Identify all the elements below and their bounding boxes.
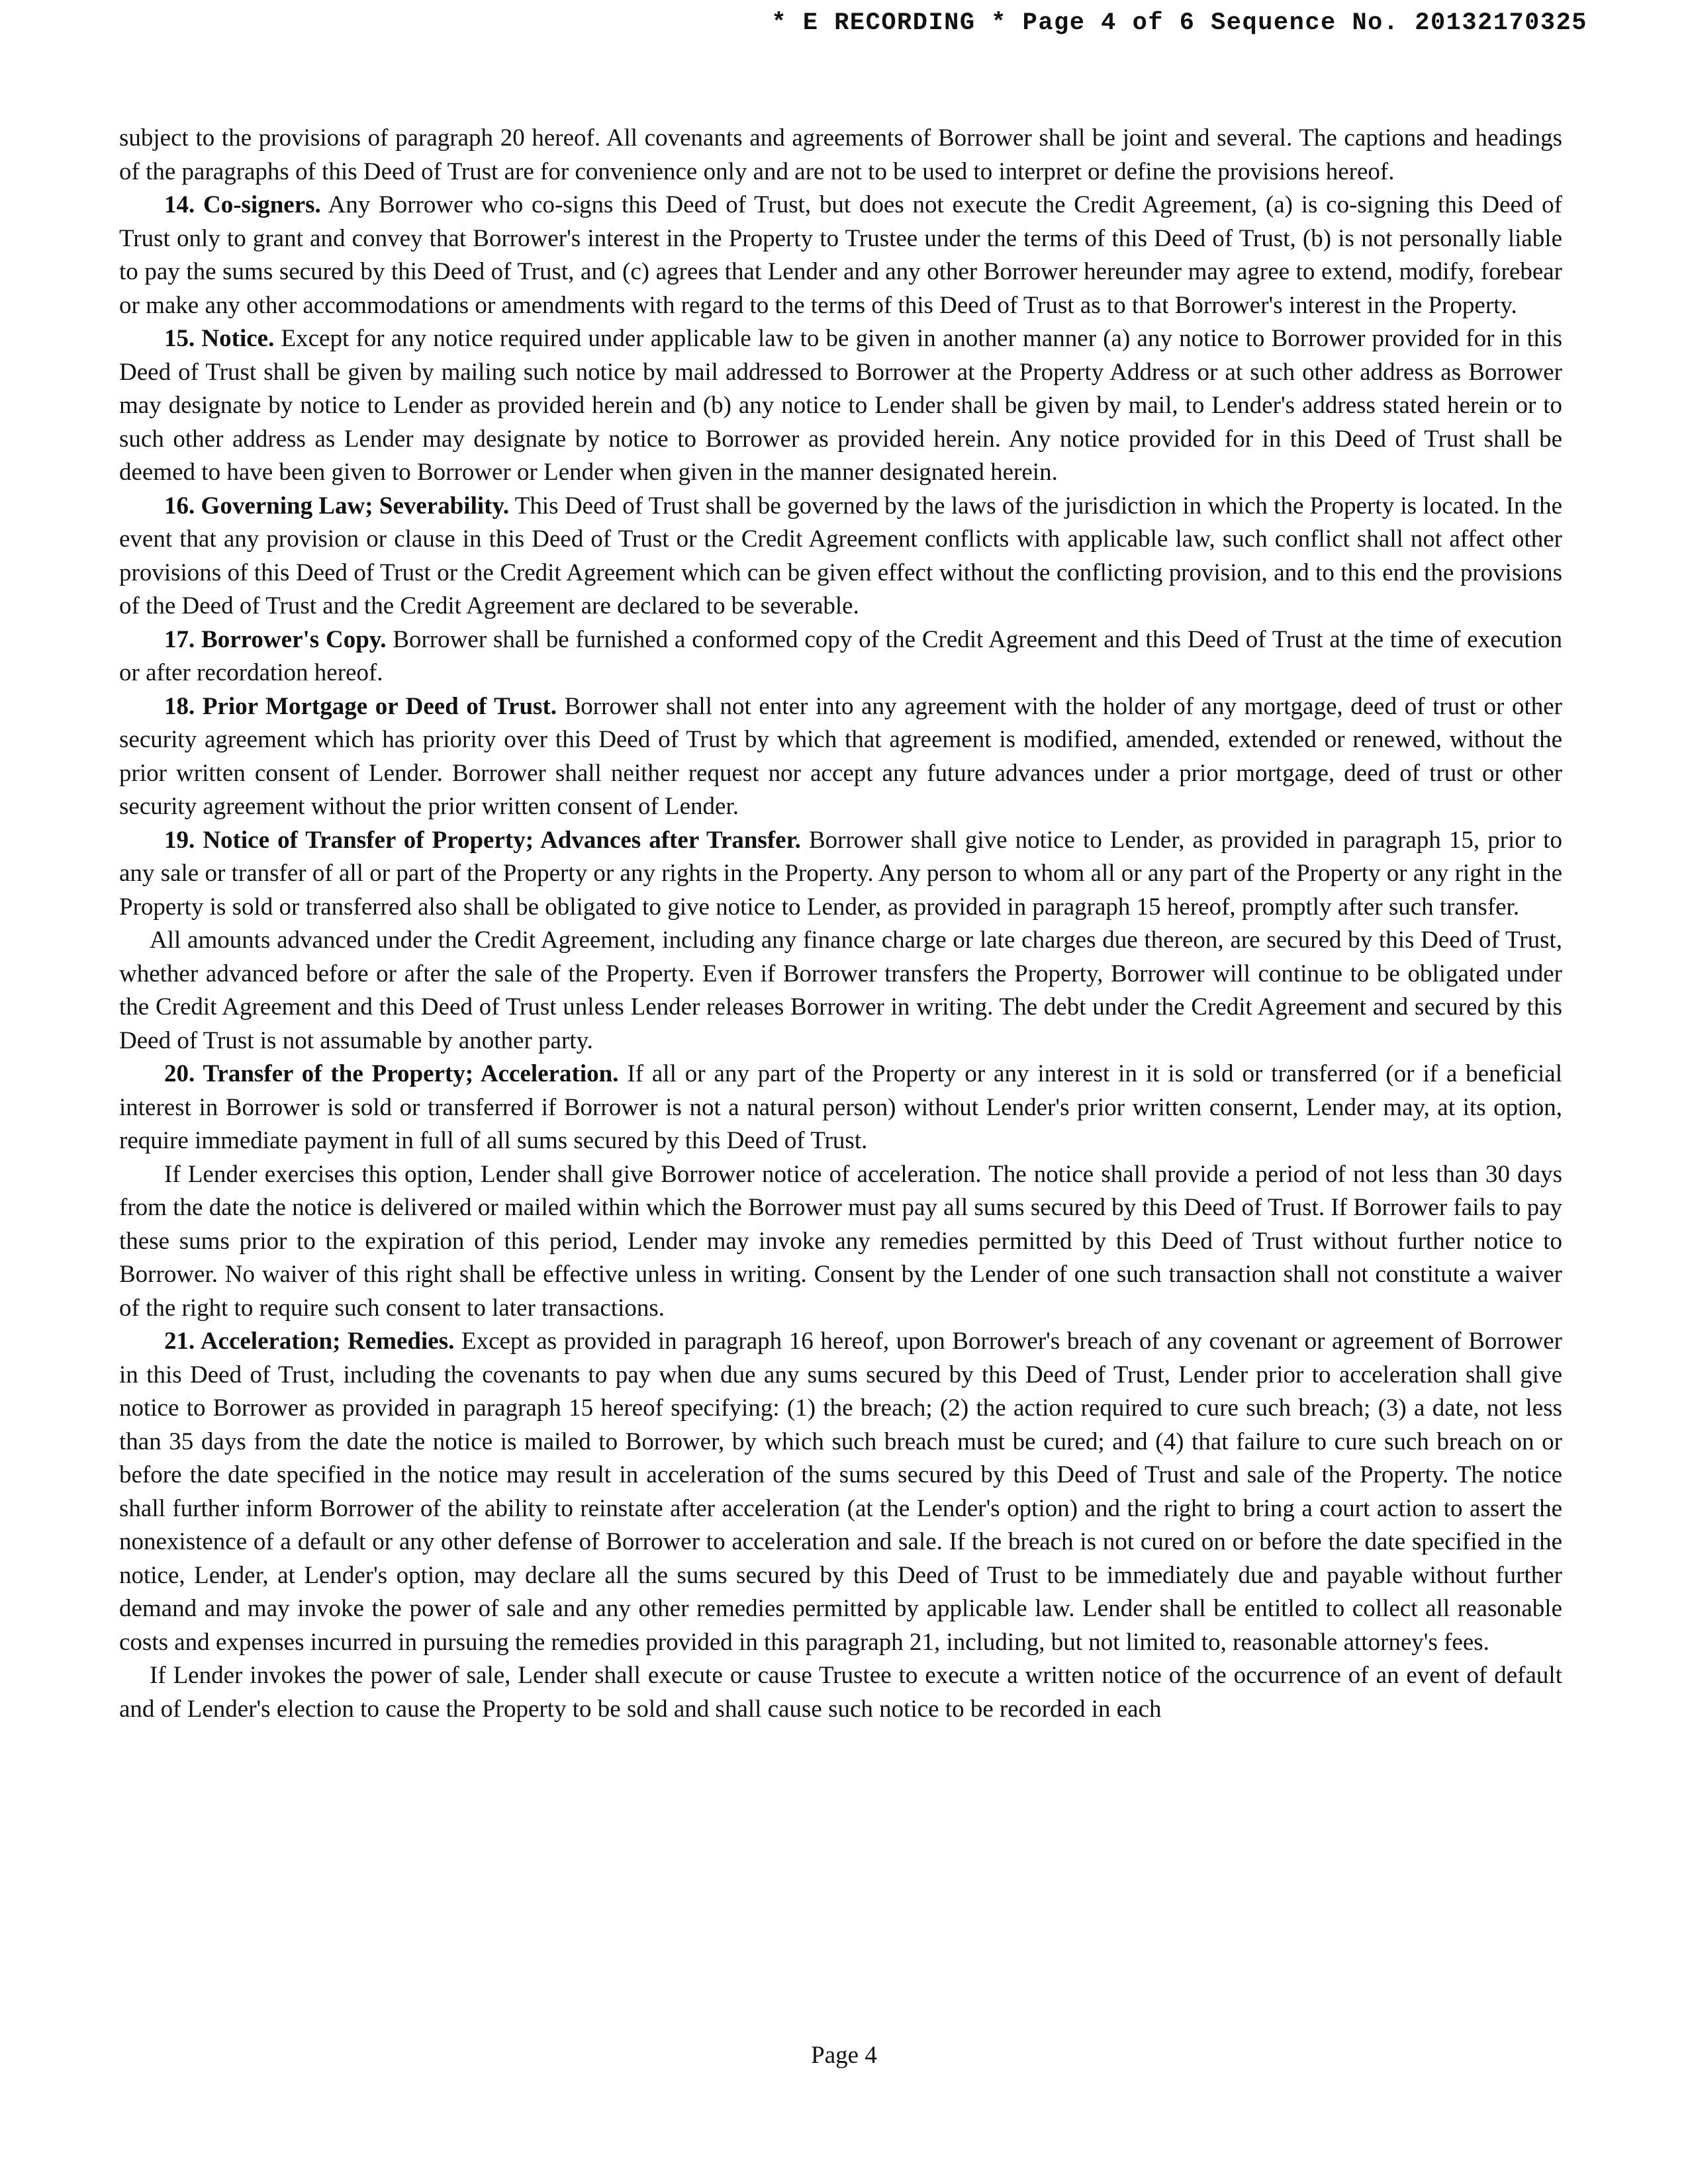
paragraph-heading: 18. Prior Mortgage or Deed of Trust. [164,692,557,720]
paragraph-text: All amounts advanced under the Credit Agreement, including any finance charge or late charges due thereon, are secured by this Deed of Trust, whether advanced before or after the sale of the Property. Even if Borrower transfers the Property, Borrower will continue to be obligated under the Credit Agreement and this Deed of Trust unless Lender releases Borrower in writing. The debt under the Credit Agreement and secured by this Deed of Trust is not assumable by another party. [119,927,1562,1054]
paragraph-19-notice-of-transfer [119,824,1562,925]
paragraph-heading: 14. Co-signers. [164,191,321,218]
paragraph-21-acceleration-remedies [119,1325,1562,1659]
paragraph-amounts-advanced [119,924,1562,1058]
paragraph-text: If Lender invokes the power of sale, Lender shall execute or cause Trustee to execute a written notice of the occurrence of an event of default and of Lender's election to cause the Property to be sold and shall cause such notice to be recorded in each [119,1662,1562,1723]
paragraph-text: If Lender exercises this option, Lender shall give Borrower notice of acceleration. The notice shall provide a period of not less than 30 days from the date the notice is delivered or mailed within which the Borrower must pay all sums secured by this Deed of Trust. If Borrower fails to pay these sums prior to the expiration of this period, Lender may invoke any remedies permitted by this Deed of Trust without further notice to Borrower. No waiver of this right shall be effective unless in writing. Consent by the Lender of one such transaction shall not constitute a waiver of the right to require such consent to later transactions. [119,1160,1562,1322]
paragraph-text: Borrower shall be furnished a conformed copy of the Credit Agreement and this Deed of Trust at the time of execution or after recordation hereof. [119,625,1562,686]
paragraph-heading: 15. Notice. [164,325,275,352]
paragraph-heading: 19. Notice of Transfer of Property; Advances after Transfer. [164,826,801,854]
paragraph-heading: 17. Borrower's Copy. [164,625,387,653]
paragraph-text: If all or any part of the Property or any interest in it is sold or transferred (or if a beneficial interest in Borrower is sold or transferred if Borrower is not a natural person) without Lender's prior written consernt, Lender may, at its option, require immediate payment in full of all sums secured by this Deed of Trust. [119,1060,1562,1154]
paragraph-lender-exercises-option [119,1158,1562,1326]
paragraph-heading: 21. Acceleration; Remedies. [164,1328,455,1355]
paragraph-text: subject to the provisions of paragraph 20 hereof. All covenants and agreements of Borrower shall be joint and several. The captions and headings of the paragraphs of this Deed of Trust are for convenience only and are not to be used to interpret or define the provisions hereof. [119,124,1562,185]
paragraph-text: Except as provided in paragraph 16 hereof, upon Borrower's breach of any covenant or agreement of Borrower in this Deed of Trust, including the covenants to pay when due any sums secured by this Deed of Trust, Lender prior to acceleration shall give notice to Borrower as provided in paragraph 15 hereof specifying: (1) the breach; (2) the action required to cure such breach; (3) a date, not less than 35 days from the date the notice is mailed to Borrower, by which such breach must be cured; and (4) that failure to cure such breach on or before the date specified in the notice may result in acceleration of the sums secured by this Deed of Trust and sale of the Property. The notice shall further inform Borrower of the ability to reinstate after acceleration (at the Lender's option) and the right to bring a court action to assert the nonexistence of a default or any other defense of Borrower to acceleration and sale. If the breach is not cured on or before the date specified in the notice, Lender, at Lender's option, may declare all the sums secured by this Deed of Trust to be immediately due and payable without further demand and may invoke the power of sale and any other remedies permitted by applicable law. Lender shall be entitled to collect all reasonable costs and expenses incurred in pursuing the remedies provided in this paragraph 21, including, but not limited to, reasonable attorney's fees. [119,1328,1562,1656]
paragraph-power-of-sale [119,1659,1562,1726]
paragraph-20-transfer-acceleration [119,1058,1562,1158]
paragraph-18-prior-mortgage [119,690,1562,824]
paragraph-text: Borrower shall give notice to Lender, as provided in paragraph 15, prior to any sale or transfer of all or part of the Property or any rights in the Property. Any person to whom all or any part of the Property or any right in the Property is sold or transferred also shall be obligated to give notice to Lender, as provided in paragraph 15 hereof, promptly after such transfer. [119,826,1563,921]
page-number: Page 4 [811,2042,877,2069]
paragraph-16-governing-law [119,490,1562,623]
paragraph-17-borrowers-copy [119,623,1562,690]
paragraph-text: Borrower shall not enter into any agreement with the holder of any mortgage, deed of trust or other security agreement which has priority over this Deed of Trust by which that agreement is modified, amended, extended or renewed, without the prior written consent of Lender. Borrower shall neither request nor accept any future advances under a prior mortgage, deed of trust or other security agreement without the prior written consent of Lender. [119,692,1562,820]
paragraph-text: Any Borrower who co-signs this Deed of Trust, but does not execute the Credit Agreement, (a) is co-signing this Deed of Trust only to grant and convey that Borrower's interest in the Property to Trustee under the terms of this Deed of Trust, (b) is not personally liable to pay the sums secured by this Deed of Trust, and (c) agrees that Lender and any other Borrower hereunder may agree to extend, modify, forebear or make any other accommodations or amendments with regard to the terms of this Deed of Trust as to that Borrower's interest in the Property. [119,191,1562,319]
paragraph-text: This Deed of Trust shall be governed by the laws of the jurisdiction in which the Property is located. In the event that any provision or clause in this Deed of Trust or the Credit Agreement conflicts with applicable law, such conflict shall not affect other provisions of this Deed of Trust or the Credit Agreement which can be given effect without the conflicting provision, and to this end the provisions of the Deed of Trust and the Credit Agreement are declared to be severable. [119,492,1562,619]
paragraph-text: Except for any notice required under applicable law to be given in another manner (a) any notice to Borrower provided for in this Deed of Trust shall be given by mailing such notice by mail addressed to Borrower at the Property Address or at such other address as Borrower may designate by notice to Lender as provided herein and (b) any notice to Lender shall be given by mail, to Lender's address stated herein or to such other address as Lender may designate by notice to Borrower as provided herein. Any notice provided for in this Deed of Trust shall be deemed to have been given to Borrower or Lender when given in the manner designated herein. [119,325,1562,486]
paragraph-14-co-signers [119,189,1562,322]
deed-body [119,122,1562,1726]
recording-header: * E RECORDING * Page 4 of 6 Sequence No. 20132170325 [771,9,1587,37]
paragraph-15-notice [119,322,1562,490]
paragraph-heading: 16. Governing Law; Severability. [164,492,510,520]
paragraph-heading: 20. Transfer of the Property; Acceleration. [164,1060,619,1087]
paragraph-continuation [119,122,1562,189]
